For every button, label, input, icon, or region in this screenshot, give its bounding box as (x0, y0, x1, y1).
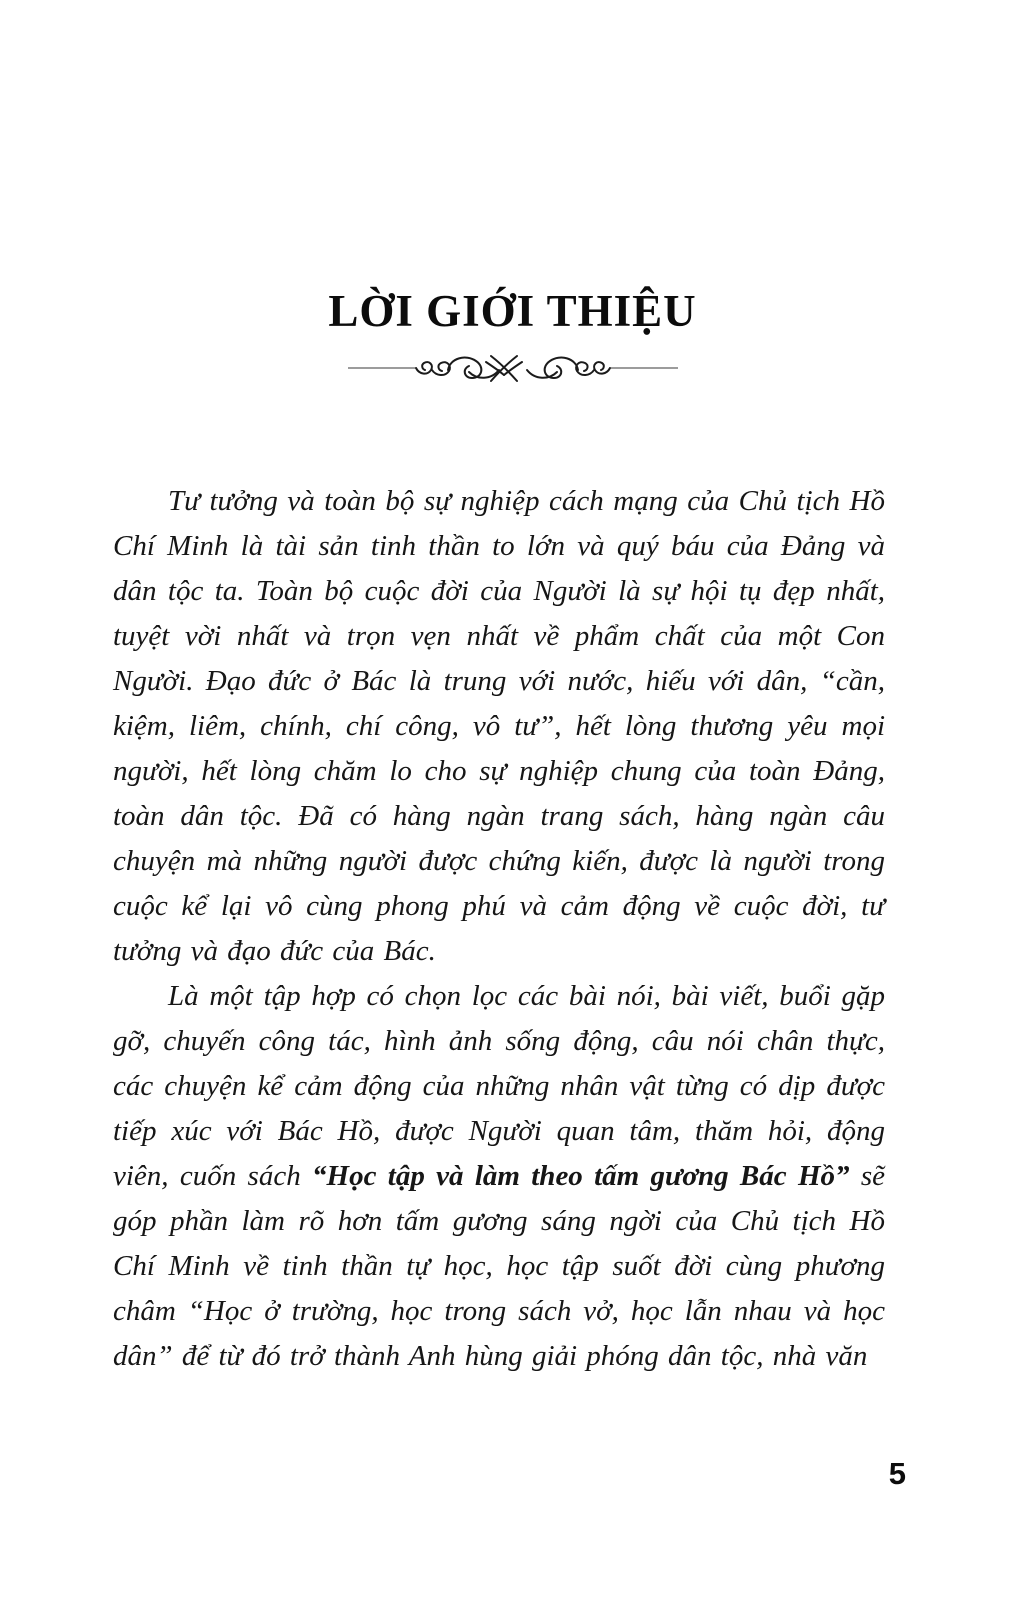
paragraph-1 (113, 479, 885, 974)
page-title: LỜI GIỚI THIỆU (328, 286, 697, 336)
paragraph-2-text-after: sẽ góp phần làm rõ hơn tấm gương sáng ngời của Chủ tịch Hồ Chí Minh về tinh thần tự học, học tập suốt đời cùng phương châm “Học ở trường, học trong sách vở, học lẫn nhau và học dân” để từ đó trở thành Anh hùng giải phóng dân tộc, nhà văn (113, 1160, 885, 1372)
page-number: 5 (888, 1456, 906, 1491)
paragraph-2 (113, 974, 885, 1379)
flourish-divider (0, 348, 1025, 386)
body-text (113, 479, 885, 1379)
paragraph-1-text: Tư tưởng và toàn bộ sự nghiệp cách mạng của Chủ tịch Hồ Chí Minh là tài sản tinh thần to lớn và quý báu của Đảng và dân tộc ta. Toàn bộ cuộc đời của Người là sự hội tụ đẹp nhất, tuyệt vời nhất và trọn vẹn nhất về phẩm chất của một Con Người. Đạo đức ở Bác là trung với nước, hiếu với dân, “cần, kiệm, liêm, chính, chí công, vô tư”, hết lòng thương yêu mọi người, hết lòng chăm lo cho sự nghiệp chung của toàn Đảng, toàn dân tộc. Đã có hàng ngàn trang sách, hàng ngàn câu chuyện mà những người được chứng kiến, được là người trong cuộc kể lại vô cùng phong phú và cảm động về cuộc đời, tư tưởng và đạo đức của Bác. (113, 485, 885, 967)
flourish-icon (348, 348, 678, 386)
paragraph-2-text-before: Là một tập hợp có chọn lọc các bài nói, bài viết, buổi gặp gỡ, chuyến công tác, hình ảnh sống động, câu nói chân thực, các chuyện kể cảm động của những nhân vật từng có dịp được tiếp xúc với Bác Hồ, được Người quan tâm, thăm hỏi, động viên, cuốn sách (113, 980, 885, 1192)
book-title-phrase: “Học tập và làm theo tấm gương Bác Hồ” (312, 1160, 850, 1192)
